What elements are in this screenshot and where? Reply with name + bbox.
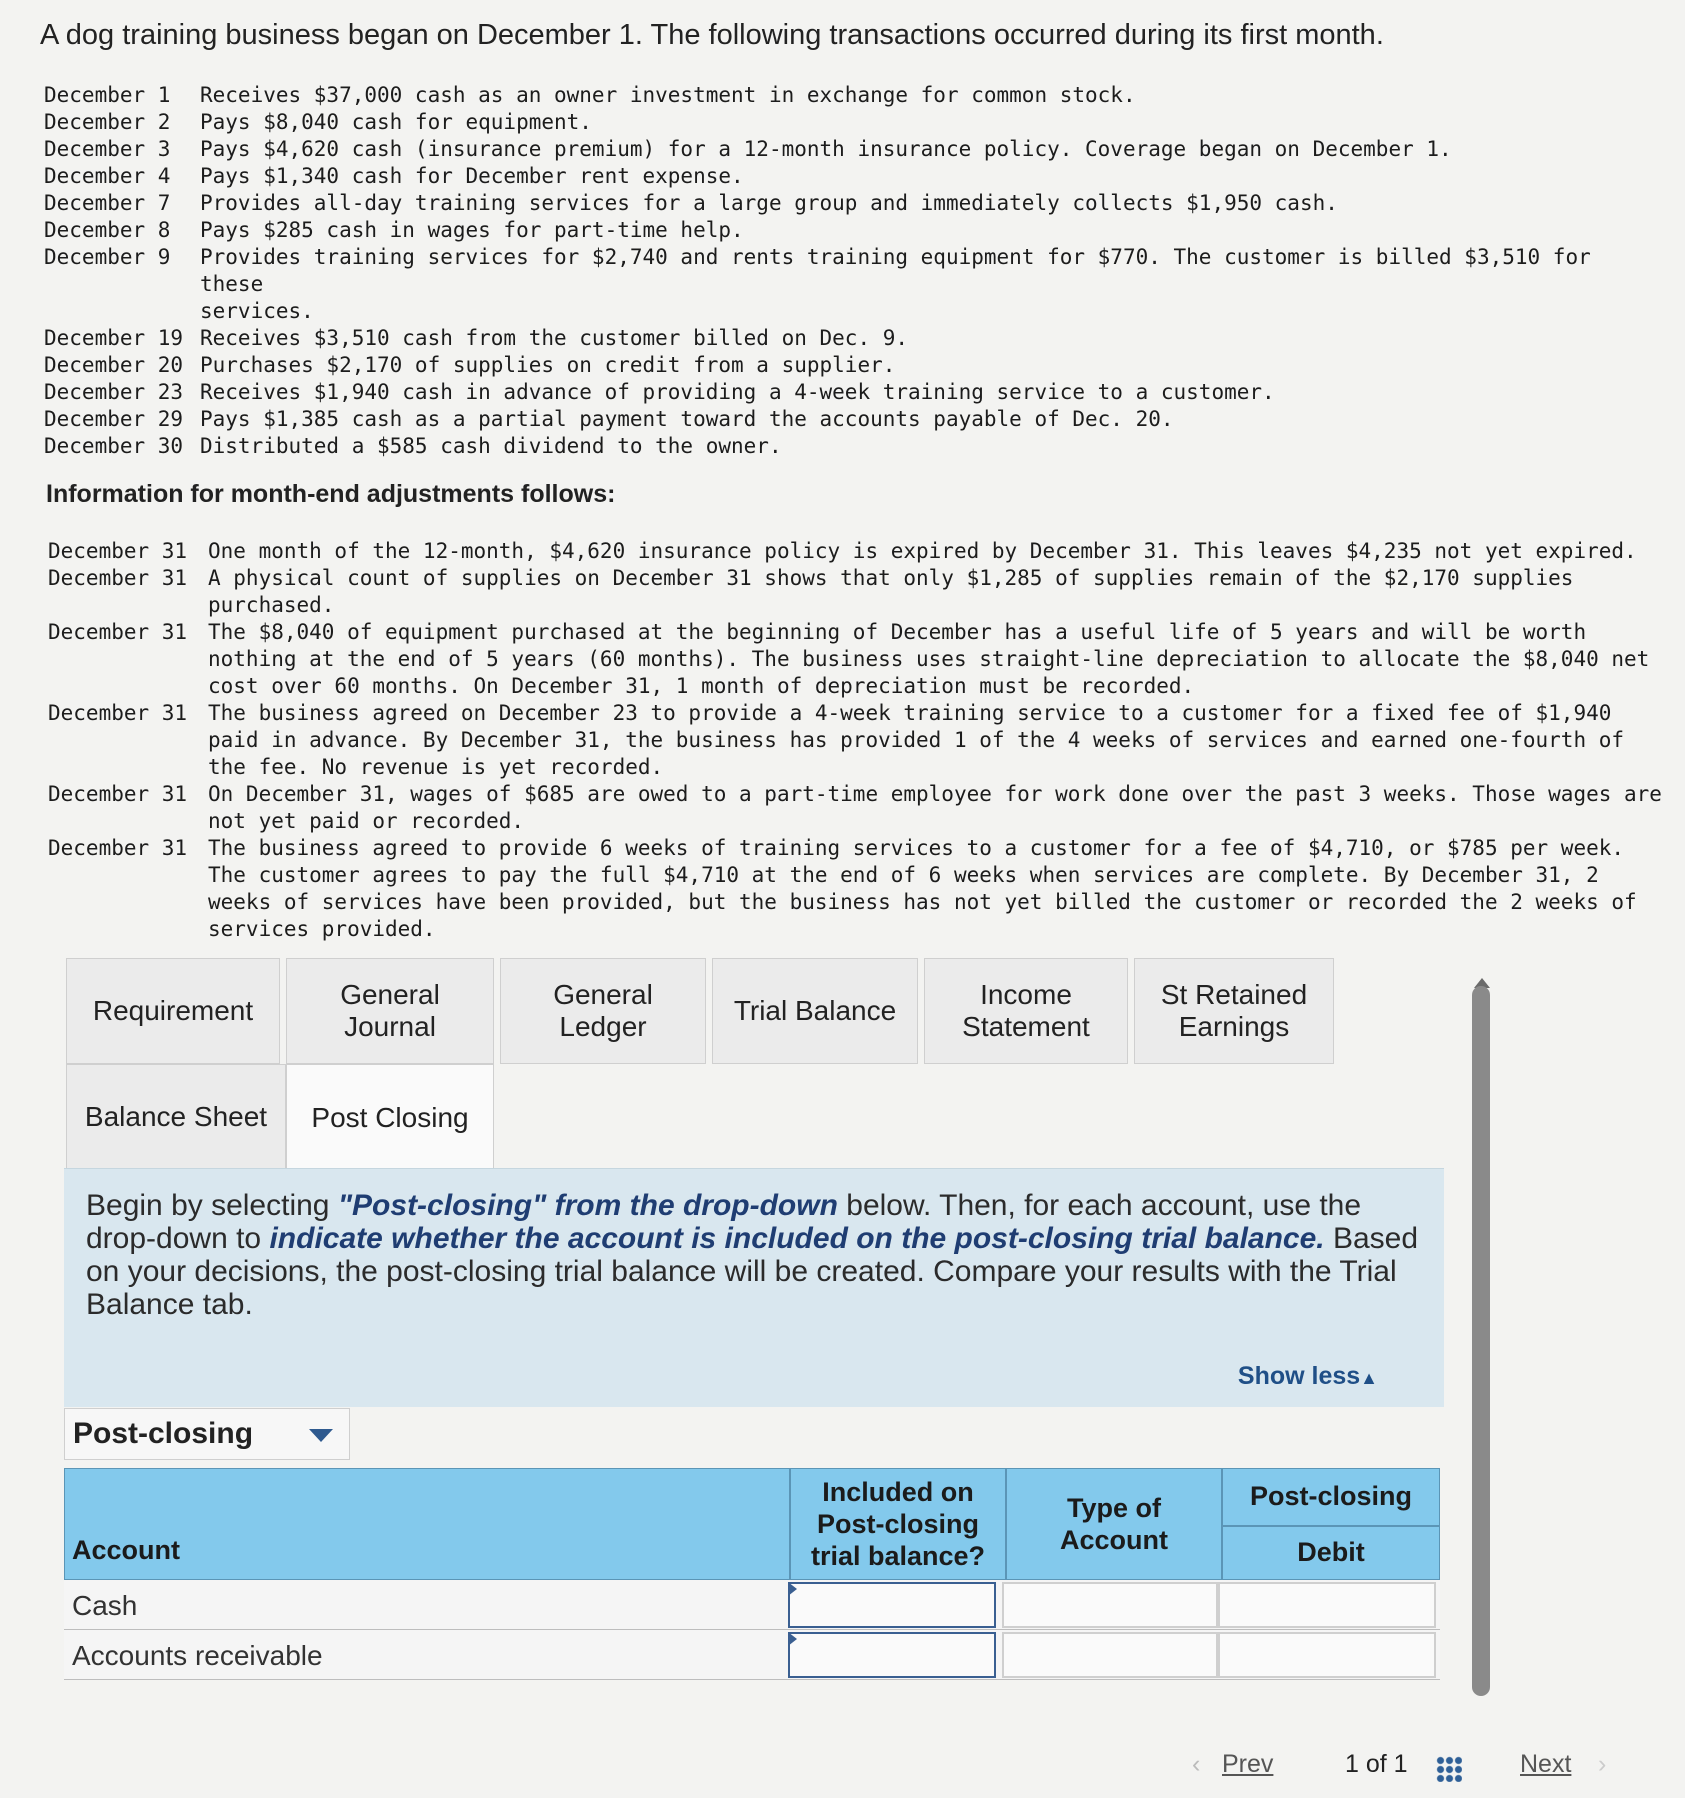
transaction-date: December 9 bbox=[44, 245, 171, 269]
tab-requirement[interactable]: Requirement bbox=[66, 958, 280, 1064]
transaction-date: December 2 bbox=[44, 110, 171, 134]
transaction-text: Receives $3,510 cash from the customer billed on Dec. 9. bbox=[200, 326, 909, 350]
tab-general-journal[interactable]: General Journal bbox=[286, 958, 494, 1064]
transaction-text: Pays $4,620 cash (insurance premium) for a 12-month insurance policy. Coverage began on December 1. bbox=[200, 137, 1452, 161]
transaction-row bbox=[44, 163, 1664, 190]
transaction-text: Provides training services for $2,740 and rents training equipment for $770. The customer is billed $3,510 for these services. bbox=[200, 245, 1591, 323]
transaction-date: December 23 bbox=[44, 380, 184, 404]
included-column-header: Included on Post-closing trial balance? bbox=[810, 1477, 986, 1571]
transaction-row bbox=[44, 217, 1664, 244]
transaction-date: December 4 bbox=[44, 164, 171, 188]
adjustment-row bbox=[48, 700, 1668, 781]
included-dropdown[interactable] bbox=[788, 1632, 996, 1678]
transaction-date: December 19 bbox=[44, 326, 184, 350]
type-dropdown[interactable] bbox=[1002, 1632, 1218, 1678]
transaction-text: Distributed a $585 cash dividend to the owner. bbox=[200, 434, 782, 458]
adjustment-text: The $8,040 of equipment purchased at the beginning of December has a useful life of 5 years and will be worth nothing at the end of 5 years (60 months). The business uses straight-line depreciation to allocate the $8,040 net cost over 60 months. On December 31, 1 month of depreciation must be recorded. bbox=[208, 620, 1650, 698]
page-indicator: 1 of 1 bbox=[1345, 1750, 1408, 1778]
adjustment-text: A physical count of supplies on December 31 shows that only $1,285 of supplies remain of the $2,170 supplies purchased. bbox=[208, 566, 1574, 617]
transaction-row bbox=[44, 244, 1664, 325]
transaction-row bbox=[44, 190, 1664, 217]
transaction-text: Pays $1,340 cash for December rent expense. bbox=[200, 164, 744, 188]
adjustment-row bbox=[48, 835, 1668, 943]
instructions-part: Begin by selecting bbox=[86, 1189, 338, 1222]
adjustments-list bbox=[48, 538, 1668, 943]
instructions-emphasis: "Post-closing" from the drop-down bbox=[337, 1189, 838, 1222]
dropdown-selected-value: Post-closing bbox=[73, 1417, 254, 1450]
adjustment-row bbox=[48, 781, 1668, 835]
transaction-row bbox=[44, 82, 1664, 109]
instructions-text bbox=[86, 1189, 1426, 1321]
type-column-header: Type of Account bbox=[1060, 1493, 1168, 1555]
transaction-row bbox=[44, 325, 1664, 352]
adjustment-row bbox=[48, 565, 1668, 619]
transaction-text: Pays $1,385 cash as a partial payment toward the accounts payable of Dec. 20. bbox=[200, 407, 1174, 431]
adjustment-row bbox=[48, 538, 1668, 565]
transaction-date: December 1 bbox=[44, 83, 171, 107]
adjustment-text: On December 31, wages of $685 are owed to a part-time employee for work done over the past 3 weeks. Those wages are not yet paid or recorded. bbox=[208, 782, 1662, 833]
tab-post-closing[interactable]: Post Closing bbox=[286, 1064, 494, 1170]
account-name: Accounts receivable bbox=[72, 1640, 323, 1671]
chevron-down-icon bbox=[309, 1429, 333, 1442]
transaction-date: December 7 bbox=[44, 191, 171, 215]
dropdown-marker-icon bbox=[788, 1582, 797, 1596]
statement-dropdown[interactable] bbox=[64, 1408, 350, 1460]
included-dropdown[interactable] bbox=[788, 1582, 996, 1628]
transaction-text: Receives $1,940 cash in advance of providing a 4-week training service to a customer. bbox=[200, 380, 1275, 404]
transaction-text: Receives $37,000 cash as an owner investment in exchange for common stock. bbox=[200, 83, 1136, 107]
post-closing-column-header: Post-closing bbox=[1249, 1481, 1412, 1511]
transactions-list bbox=[44, 82, 1664, 460]
adjustment-date: December 31 bbox=[48, 701, 188, 725]
adjustment-date: December 31 bbox=[48, 782, 188, 806]
adjustment-date: December 31 bbox=[48, 566, 188, 590]
transaction-text: Pays $8,040 cash for equipment. bbox=[200, 110, 592, 134]
debit-input[interactable] bbox=[1218, 1582, 1436, 1628]
adjustment-row bbox=[48, 619, 1668, 700]
account-column-header: Account bbox=[72, 1535, 180, 1565]
transaction-row bbox=[44, 352, 1664, 379]
transaction-date: December 20 bbox=[44, 353, 184, 377]
type-dropdown[interactable] bbox=[1002, 1582, 1218, 1628]
vertical-scrollbar[interactable] bbox=[1472, 986, 1490, 1696]
transaction-row bbox=[44, 433, 1664, 460]
adjustment-text: The business agreed to provide 6 weeks of training services to a customer for a fee of $4,710, or $785 per week. The customer agrees to pay the full $4,710 at the end of 6 weeks when services are complete. By December 31, 2 weeks of services have been provided, but the business has not yet billed the customer or recorded the 2 weeks of services provided. bbox=[208, 836, 1637, 941]
transaction-text: Pays $285 cash in wages for part-time help. bbox=[200, 218, 744, 242]
transaction-date: December 29 bbox=[44, 407, 184, 431]
instructions-part: below. Then, for each account, use the drop-down to bbox=[86, 1189, 1362, 1255]
adjustment-date: December 31 bbox=[48, 620, 188, 644]
tab-st-retained-earnings[interactable]: St Retained Earnings bbox=[1134, 958, 1334, 1064]
instructions-panel bbox=[64, 1168, 1444, 1407]
transaction-text: Provides all-day training services for a large group and immediately collects $1,950 cash. bbox=[200, 191, 1338, 215]
transaction-row bbox=[44, 406, 1664, 433]
transaction-row bbox=[44, 109, 1664, 136]
prev-button[interactable]: Prev bbox=[1222, 1750, 1274, 1778]
adjustments-heading: Information for month-end adjustments follows: bbox=[46, 480, 616, 508]
adjustment-text: The business agreed on December 23 to provide a 4-week training service to a customer for a fixed fee of $1,940 paid in advance. By December 31, the business has provided 1 of the 4 weeks of services and earned one-fourth of the fee. No revenue is yet recorded. bbox=[208, 701, 1625, 779]
problem-intro: A dog training business began on December 1. The following transactions occurred during its first month. bbox=[40, 19, 1384, 51]
chevron-right-icon: › bbox=[1598, 1750, 1607, 1778]
transaction-text: Purchases $2,170 of supplies on credit from a supplier. bbox=[200, 353, 896, 377]
transaction-row bbox=[44, 136, 1664, 163]
debit-column-header: Debit bbox=[1297, 1537, 1365, 1567]
instructions-part: Based on your decisions, the post-closing trial balance will be created. Compare your results with the Trial Balance tab. bbox=[86, 1222, 1419, 1321]
caret-up-icon: ▲ bbox=[1360, 1368, 1378, 1388]
adjustment-date: December 31 bbox=[48, 539, 188, 563]
account-name: Cash bbox=[72, 1590, 138, 1621]
transaction-row bbox=[44, 379, 1664, 406]
dropdown-marker-icon bbox=[788, 1632, 797, 1646]
tab-trial-balance[interactable]: Trial Balance bbox=[712, 958, 918, 1064]
tab-general-ledger[interactable]: General Ledger bbox=[500, 958, 706, 1064]
adjustment-date: December 31 bbox=[48, 836, 188, 860]
transaction-date: December 8 bbox=[44, 218, 171, 242]
transaction-date: December 3 bbox=[44, 137, 171, 161]
tab-balance-sheet[interactable]: Balance Sheet bbox=[66, 1064, 286, 1170]
show-less-label: Show less bbox=[1237, 1362, 1361, 1390]
instructions-emphasis: indicate whether the account is included on the post-closing trial balance. bbox=[269, 1222, 1325, 1255]
tab-bar bbox=[66, 958, 1336, 1170]
show-less-button[interactable] bbox=[1238, 1362, 1378, 1391]
grid-icon[interactable] bbox=[1436, 1756, 1462, 1782]
tab-income-statement[interactable]: Income Statement bbox=[924, 958, 1128, 1064]
next-button[interactable]: Next bbox=[1520, 1750, 1572, 1778]
debit-input[interactable] bbox=[1218, 1632, 1436, 1678]
adjustment-text: One month of the 12-month, $4,620 insurance policy is expired by December 31. This leaves $4,235 not yet expired. bbox=[208, 539, 1637, 563]
chevron-left-icon: ‹ bbox=[1192, 1750, 1201, 1778]
transaction-date: December 30 bbox=[44, 434, 184, 458]
